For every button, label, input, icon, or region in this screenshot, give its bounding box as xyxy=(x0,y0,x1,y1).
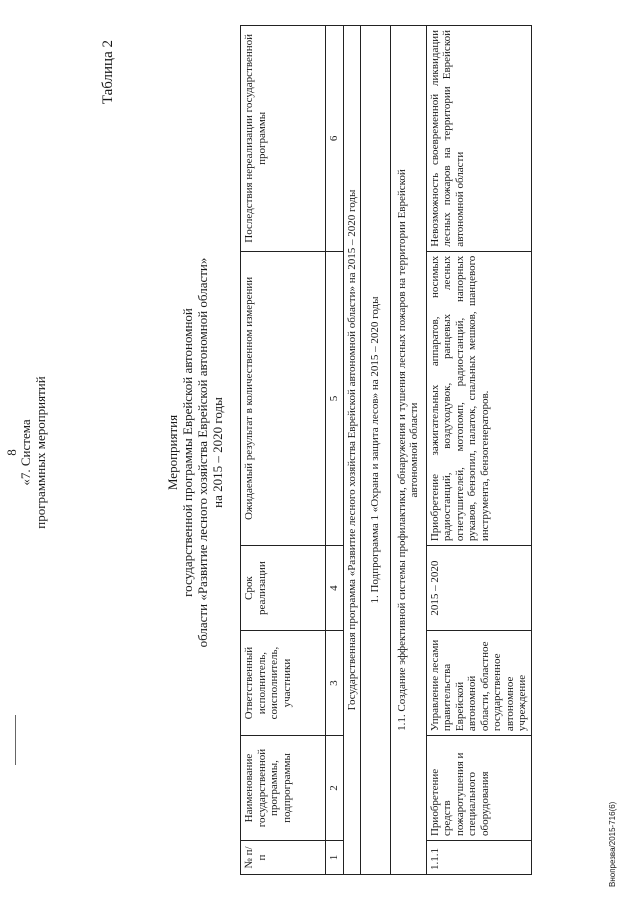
task-title: 1.1. Создание эффективной системы профилактики, обнаружения и тушения лесных пожаров на территории Еврейской автономной области xyxy=(390,26,426,875)
col-header-consequence: Последствия нереализации государственной программы xyxy=(241,26,326,252)
col-header-result: Ожидаемый результат в количественном измерении xyxy=(241,251,326,545)
heading-line4: на 2015 – 2020 годы xyxy=(210,397,225,508)
section-title xyxy=(18,0,48,905)
col-num-3: 3 xyxy=(326,631,344,736)
heading-line2: государственной программы Еврейской автономной xyxy=(180,308,195,597)
table-number-row xyxy=(326,26,344,875)
col-num-2: 2 xyxy=(326,736,344,841)
row-term: 2015 – 2020 xyxy=(426,546,531,631)
program-row xyxy=(343,26,361,875)
section-title-line1: «7. Система xyxy=(18,419,33,486)
table-header-row xyxy=(241,26,326,875)
col-header-executor: Ответственный исполнитель, соисполнитель, участники xyxy=(241,631,326,736)
col-header-num: № п/п xyxy=(241,841,326,875)
subprogram-row xyxy=(361,26,391,875)
section-title-line2: программных мероприятий xyxy=(33,376,48,529)
col-num-1: 1 xyxy=(326,841,344,875)
table-label: Таблица 2 xyxy=(100,40,116,105)
table-heading xyxy=(165,0,225,905)
col-num-6: 6 xyxy=(326,26,344,252)
col-num-5: 5 xyxy=(326,251,344,545)
row-name: Приобретение средств пожаротушения и специального оборудования xyxy=(426,736,531,841)
row-consequence: Невозможность своевременной ликвидации лесных пожаров на территории Еврейской автономной области xyxy=(426,26,531,252)
row-executor: Управление лесами правительства Еврейской автономной области, областное государственное автономное учреждение xyxy=(426,631,531,736)
measures-table xyxy=(240,25,532,875)
subprogram-title: 1. Подпрограмма 1 «Охрана и защита лесов» на 2015 – 2020 годы xyxy=(361,26,391,875)
heading-line1: Мероприятия xyxy=(165,414,180,491)
col-num-4: 4 xyxy=(326,546,344,631)
page-number: 8 xyxy=(4,449,19,456)
table-row xyxy=(426,26,531,875)
col-header-term: Срок реализации xyxy=(241,546,326,631)
task-row xyxy=(390,26,426,875)
col-header-name: Наименование государственной программы, подпрограммы xyxy=(241,736,326,841)
program-title: Государственная программа «Развитие лесного хозяйства Еврейской автономной области» на 2015 – 2020 годы xyxy=(343,26,361,875)
row-result: Приобретение зажигательных аппаратов, носимых радиостанций, воздуходувок, ранцевых лесных огнетушителей, мотопомп, радиостанций, напорных рукавов, бензопил, палаток, спальных мешков, шанцевого инструмента, бензогенераторов. xyxy=(426,251,531,545)
document-number: Внопрезва/2015-716(6) xyxy=(608,801,617,887)
row-num: 1.1.1 xyxy=(426,841,531,875)
heading-line3: области «Развитие лесного хозяйства Еврейской автономной области» xyxy=(195,257,210,648)
